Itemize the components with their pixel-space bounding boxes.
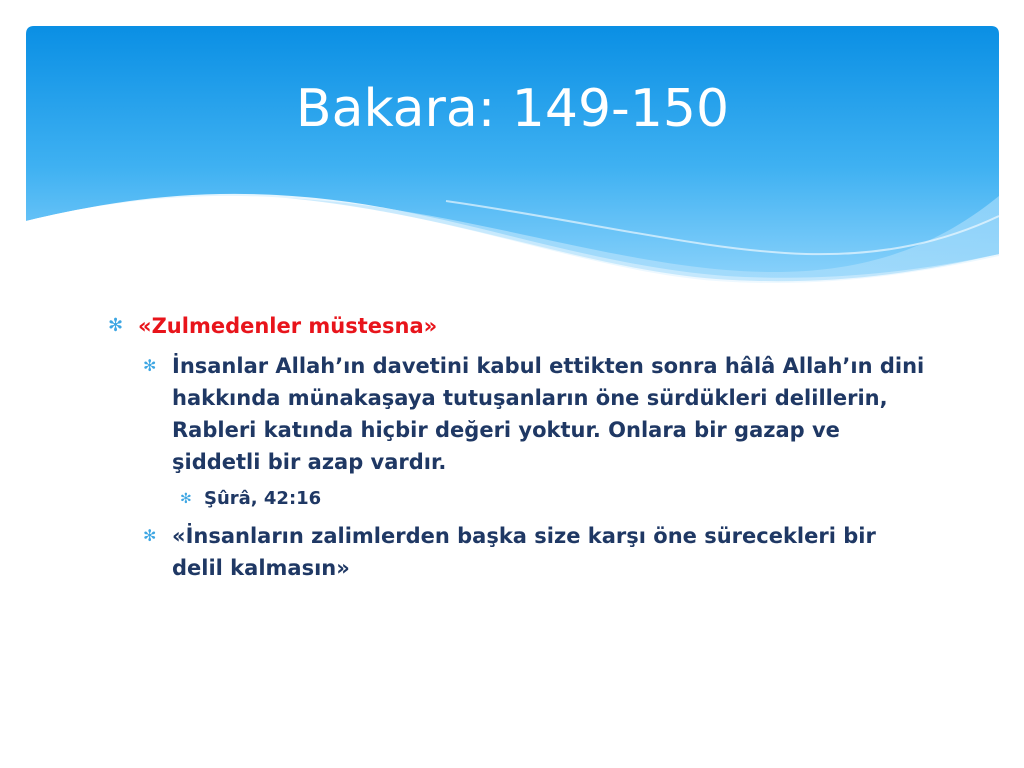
bullet-item-insanlar [143,350,928,478]
bullet-item-zulmedenler [108,308,928,344]
slide-body [108,308,928,584]
bullet-text: «Zulmedenler müstesna» [138,314,438,338]
asterisk-bullet-icon: ✻ [143,526,157,545]
bullet-item-zalimlerden [143,520,928,584]
bullet-text: Şûrâ, 42:16 [204,488,322,509]
bullet-text: İnsanlar Allah’ın davetini kabul ettikten sonra hâlâ Allah’ın dini hakkında münakaşaya tutuşanların öne sürdükleri delillerin, Rableri katında hiçbir değeri yoktur. Onlara bir gazap ve şiddetli bir azap vardır. [172,354,925,474]
asterisk-bullet-icon: ✻ [180,491,192,507]
asterisk-bullet-icon: ✻ [143,356,157,375]
bullet-item-sura-reference [180,484,928,514]
slide-title: Bakara: 149-150 [295,79,730,139]
bullet-text: «İnsanların zalimlerden başka size karşı öne sürecekleri bir delil kalmasın» [172,524,876,580]
asterisk-bullet-icon: ✻ [108,315,124,336]
banner-wave-graphic [26,26,999,288]
title-banner [26,26,999,288]
